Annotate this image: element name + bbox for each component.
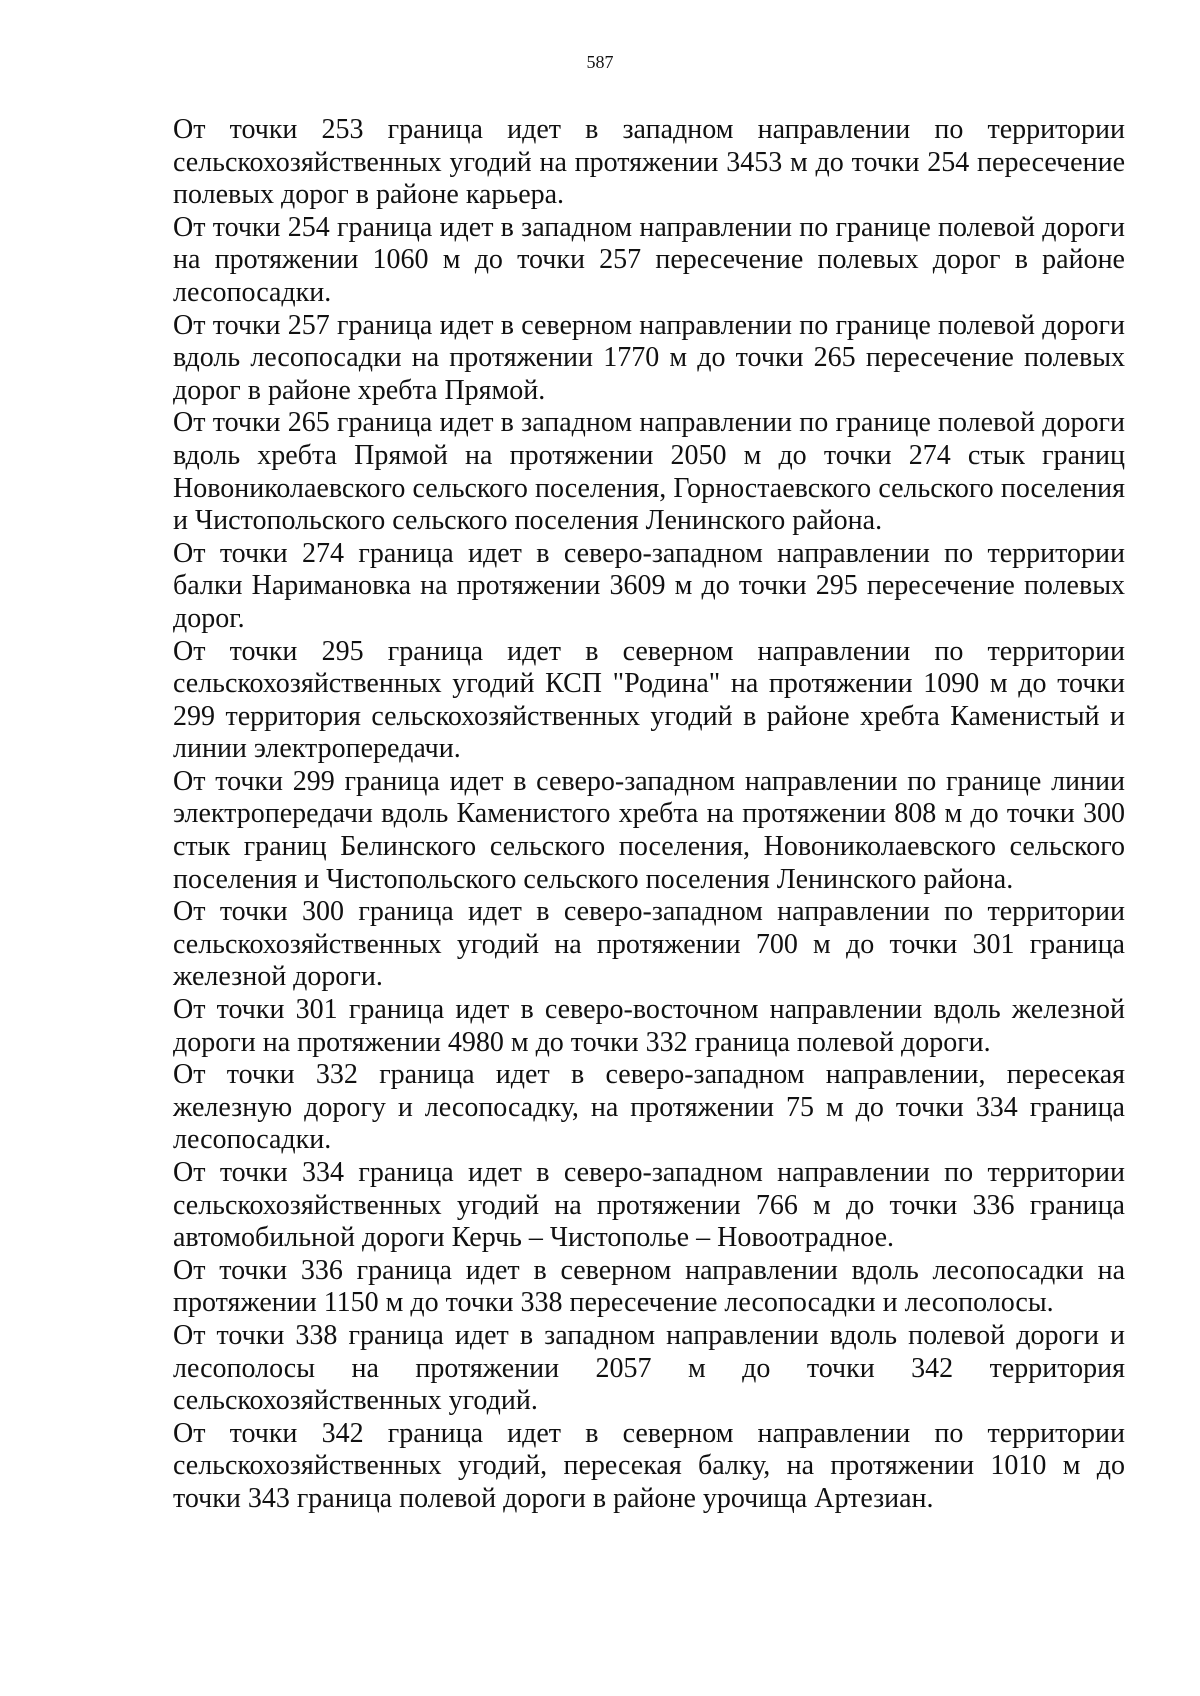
paragraph: От точки 332 граница идет в северо-западном направлении, пересекая железную дорогу и лесопосадку, на протяжении 75 м до точки 334 граница лесопосадки.: [173, 1059, 1125, 1156]
paragraph: От точки 265 граница идет в западном направлении по границе полевой дороги вдоль хребта Прямой на протяжении 2050 м до точки 274 стык границ Новониколаевского сельского поселения, Горностаевского сельского поселения и Чистопольского сельского поселения Ленинского района.: [173, 407, 1125, 537]
paragraph: От точки 334 граница идет в северо-западном направлении по территории сельскохозяйственных угодий на протяжении 766 м до точки 336 граница автомобильной дороги Керчь – Чистополье – Новоотрадное.: [173, 1157, 1125, 1254]
paragraph: От точки 274 граница идет в северо-западном направлении по территории балки Наримановка на протяжении 3609 м до точки 295 пересечение полевых дорог.: [173, 537, 1125, 634]
paragraph: От точки 336 граница идет в северном направлении вдоль лесопосадки на протяжении 1150 м до точки 338 пересечение лесопосадки и лесополосы.: [173, 1254, 1125, 1319]
paragraph: От точки 342 граница идет в северном направлении по территории сельскохозяйственных угодий, пересекая балку, на протяжении 1010 м до точки 343 граница полевой дороги в районе урочища Артезиан.: [173, 1417, 1125, 1514]
document-body: [173, 114, 1125, 1516]
page-number: 587: [586, 52, 614, 72]
paragraph: От точки 257 граница идет в северном направлении по границе полевой дороги вдоль лесопосадки на протяжении 1770 м до точки 265 пересечение полевых дорог в районе хребта Прямой.: [173, 309, 1125, 406]
paragraph: От точки 338 граница идет в западном направлении вдоль полевой дороги и лесополосы на протяжении 2057 м до точки 342 территория сельскохозяйственных угодий.: [173, 1319, 1125, 1417]
paragraph: От точки 299 граница идет в северо-западном направлении по границе линии электропередачи вдоль Каменистого хребта на протяжении 808 м до точки 300 стык границ Белинского сельского поселения, Новониколаевского сельского поселения и Чистопольского сельского поселения Ленинского района.: [173, 765, 1125, 895]
paragraph: От точки 301 граница идет в северо-восточном направлении вдоль железной дороги на протяжении 4980 м до точки 332 граница полевой дороги.: [173, 994, 1125, 1058]
paragraph: От точки 295 граница идет в северном направлении по территории сельскохозяйственных угодий КСП "Родина" на протяжении 1090 м до точки 299 территория сельскохозяйственных угодий в районе хребта Каменистый и линии электропередачи.: [173, 635, 1125, 765]
paragraph: От точки 300 граница идет в северо-западном направлении по территории сельскохозяйственных угодий на протяжении 700 м до точки 301 граница железной дороги.: [173, 896, 1125, 993]
paragraph: От точки 253 граница идет в западном направлении по территории сельскохозяйственных угодий на протяжении 3453 м до точки 254 пересечение полевых дорог в районе карьера.: [173, 114, 1125, 211]
paragraph: От точки 254 граница идет в западном направлении по границе полевой дороги на протяжении 1060 м до точки 257 пересечение полевых дорог в районе лесопосадки.: [173, 211, 1125, 308]
